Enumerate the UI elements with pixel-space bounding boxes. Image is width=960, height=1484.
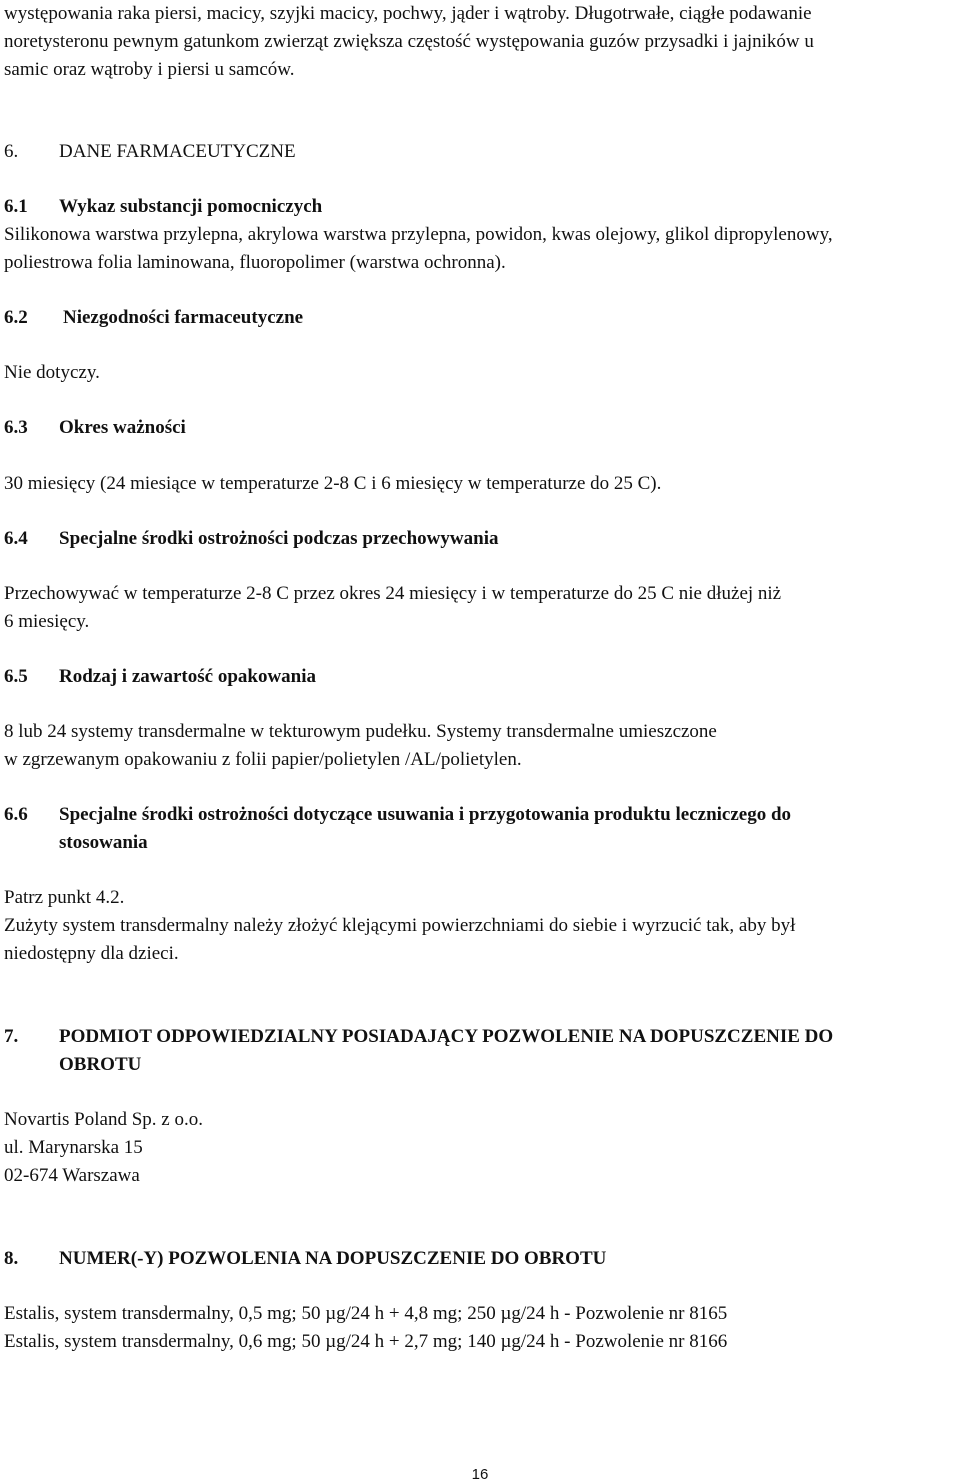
- section-6-4-text-2: 6 miesięcy.: [4, 611, 90, 632]
- section-6-1-text-1: Silikonowa warstwa przylepna, akrylowa warstwa przylepna, powidon, kwas olejowy, glikol dipropylenowy,: [4, 224, 833, 245]
- section-6-3-text: 30 miesięcy (24 miesiące w temperaturze 2-8 C i 6 miesięcy w temperaturze do 25 C).: [4, 473, 662, 494]
- section-7-street: ul. Marynarska 15: [4, 1137, 143, 1158]
- section-6-4-title: Specjalne środki ostrożności podczas przechowywania: [59, 528, 499, 549]
- section-6-2-text: Nie dotyczy.: [4, 362, 100, 383]
- section-6-5-text-1: 8 lub 24 systemy transdermalne w tekturowym pudełku. Systemy transdermalne umieszczone: [4, 721, 717, 742]
- section-6-title: DANE FARMACEUTYCZNE: [59, 141, 296, 162]
- section-8-line-1: Estalis, system transdermalny, 0,5 mg; 50 µg/24 h + 4,8 mg; 250 µg/24 h - Pozwolenie nr 8165: [4, 1303, 728, 1324]
- section-6-4-text-1: Przechowywać w temperaturze 2-8 C przez okres 24 miesięcy i w temperaturze do 25 C nie dłużej niż: [4, 583, 782, 604]
- section-6-6-title-1: Specjalne środki ostrożności dotyczące usuwania i przygotowania produktu leczniczego do: [59, 804, 792, 825]
- section-8-title: NUMER(-Y) POZWOLENIA NA DOPUSZCZENIE DO OBROTU: [59, 1248, 607, 1269]
- section-6-5-title: Rodzaj i zawartość opakowania: [59, 666, 317, 687]
- section-6-2-title: Niezgodności farmaceutyczne: [63, 307, 304, 328]
- section-8-heading: [4, 1247, 606, 1271]
- section-6-heading: [4, 140, 296, 164]
- section-6-3-heading: [4, 416, 186, 440]
- section-6-6-text-2: Zużyty system transdermalny należy złożyć klejącymi powierzchniami do siebie i wyrzucić tak, aby był: [4, 915, 796, 936]
- section-6-6-text-3: niedostępny dla dzieci.: [4, 943, 179, 964]
- section-6-4-heading: [4, 527, 498, 551]
- section-6-6-number: 6.6: [4, 804, 28, 825]
- section-6-1-text-2: poliestrowa folia laminowana, fluoropolimer (warstwa ochronna).: [4, 252, 506, 273]
- page-number: 16: [471, 1466, 489, 1483]
- section-8-line-2: Estalis, system transdermalny, 0,6 mg; 50 µg/24 h + 2,7 mg; 140 µg/24 h - Pozwolenie nr 8166: [4, 1331, 728, 1352]
- section-7-title-2: OBROTU: [59, 1054, 142, 1075]
- section-6-2-number: 6.2: [4, 307, 28, 328]
- section-6-3-number: 6.3: [4, 417, 28, 438]
- section-7-city: 02-674 Warszawa: [4, 1165, 140, 1186]
- section-8-number: 8.: [4, 1248, 19, 1269]
- section-6-6-title-2: stosowania: [59, 832, 148, 853]
- section-6-6-text-1: Patrz punkt 4.2.: [4, 887, 125, 908]
- intro-line-2: noretysteronu pewnym gatunkom zwierząt zwiększa częstość występowania guzów przysadki i jajników u: [4, 31, 814, 52]
- section-7-number: 7.: [4, 1026, 19, 1047]
- section-6-4-number: 6.4: [4, 528, 28, 549]
- section-7-title-1: PODMIOT ODPOWIEDZIALNY POSIADAJĄCY POZWOLENIE NA DOPUSZCZENIE DO: [59, 1026, 834, 1047]
- section-6-6-heading: [4, 803, 791, 827]
- section-6-5-number: 6.5: [4, 666, 28, 687]
- section-6-1-heading: [4, 195, 322, 219]
- section-6-2-heading: [4, 306, 303, 330]
- section-7-company: Novartis Poland Sp. z o.o.: [4, 1109, 203, 1130]
- section-7-heading: [4, 1025, 833, 1049]
- intro-line-3: samic oraz wątroby i piersi u samców.: [4, 59, 295, 80]
- section-6-5-text-2: w zgrzewanym opakowaniu z folii papier/polietylen /AL/polietylen.: [4, 749, 522, 770]
- section-6-1-number: 6.1: [4, 196, 28, 217]
- section-6-3-title: Okres ważności: [59, 417, 186, 438]
- section-6-1-title: Wykaz substancji pomocniczych: [59, 196, 323, 217]
- section-6-number: 6.: [4, 141, 19, 162]
- section-6-5-heading: [4, 665, 316, 689]
- intro-line-1: występowania raka piersi, macicy, szyjki macicy, pochwy, jąder i wątroby. Długotrwałe, ciągłe podawanie: [4, 3, 812, 24]
